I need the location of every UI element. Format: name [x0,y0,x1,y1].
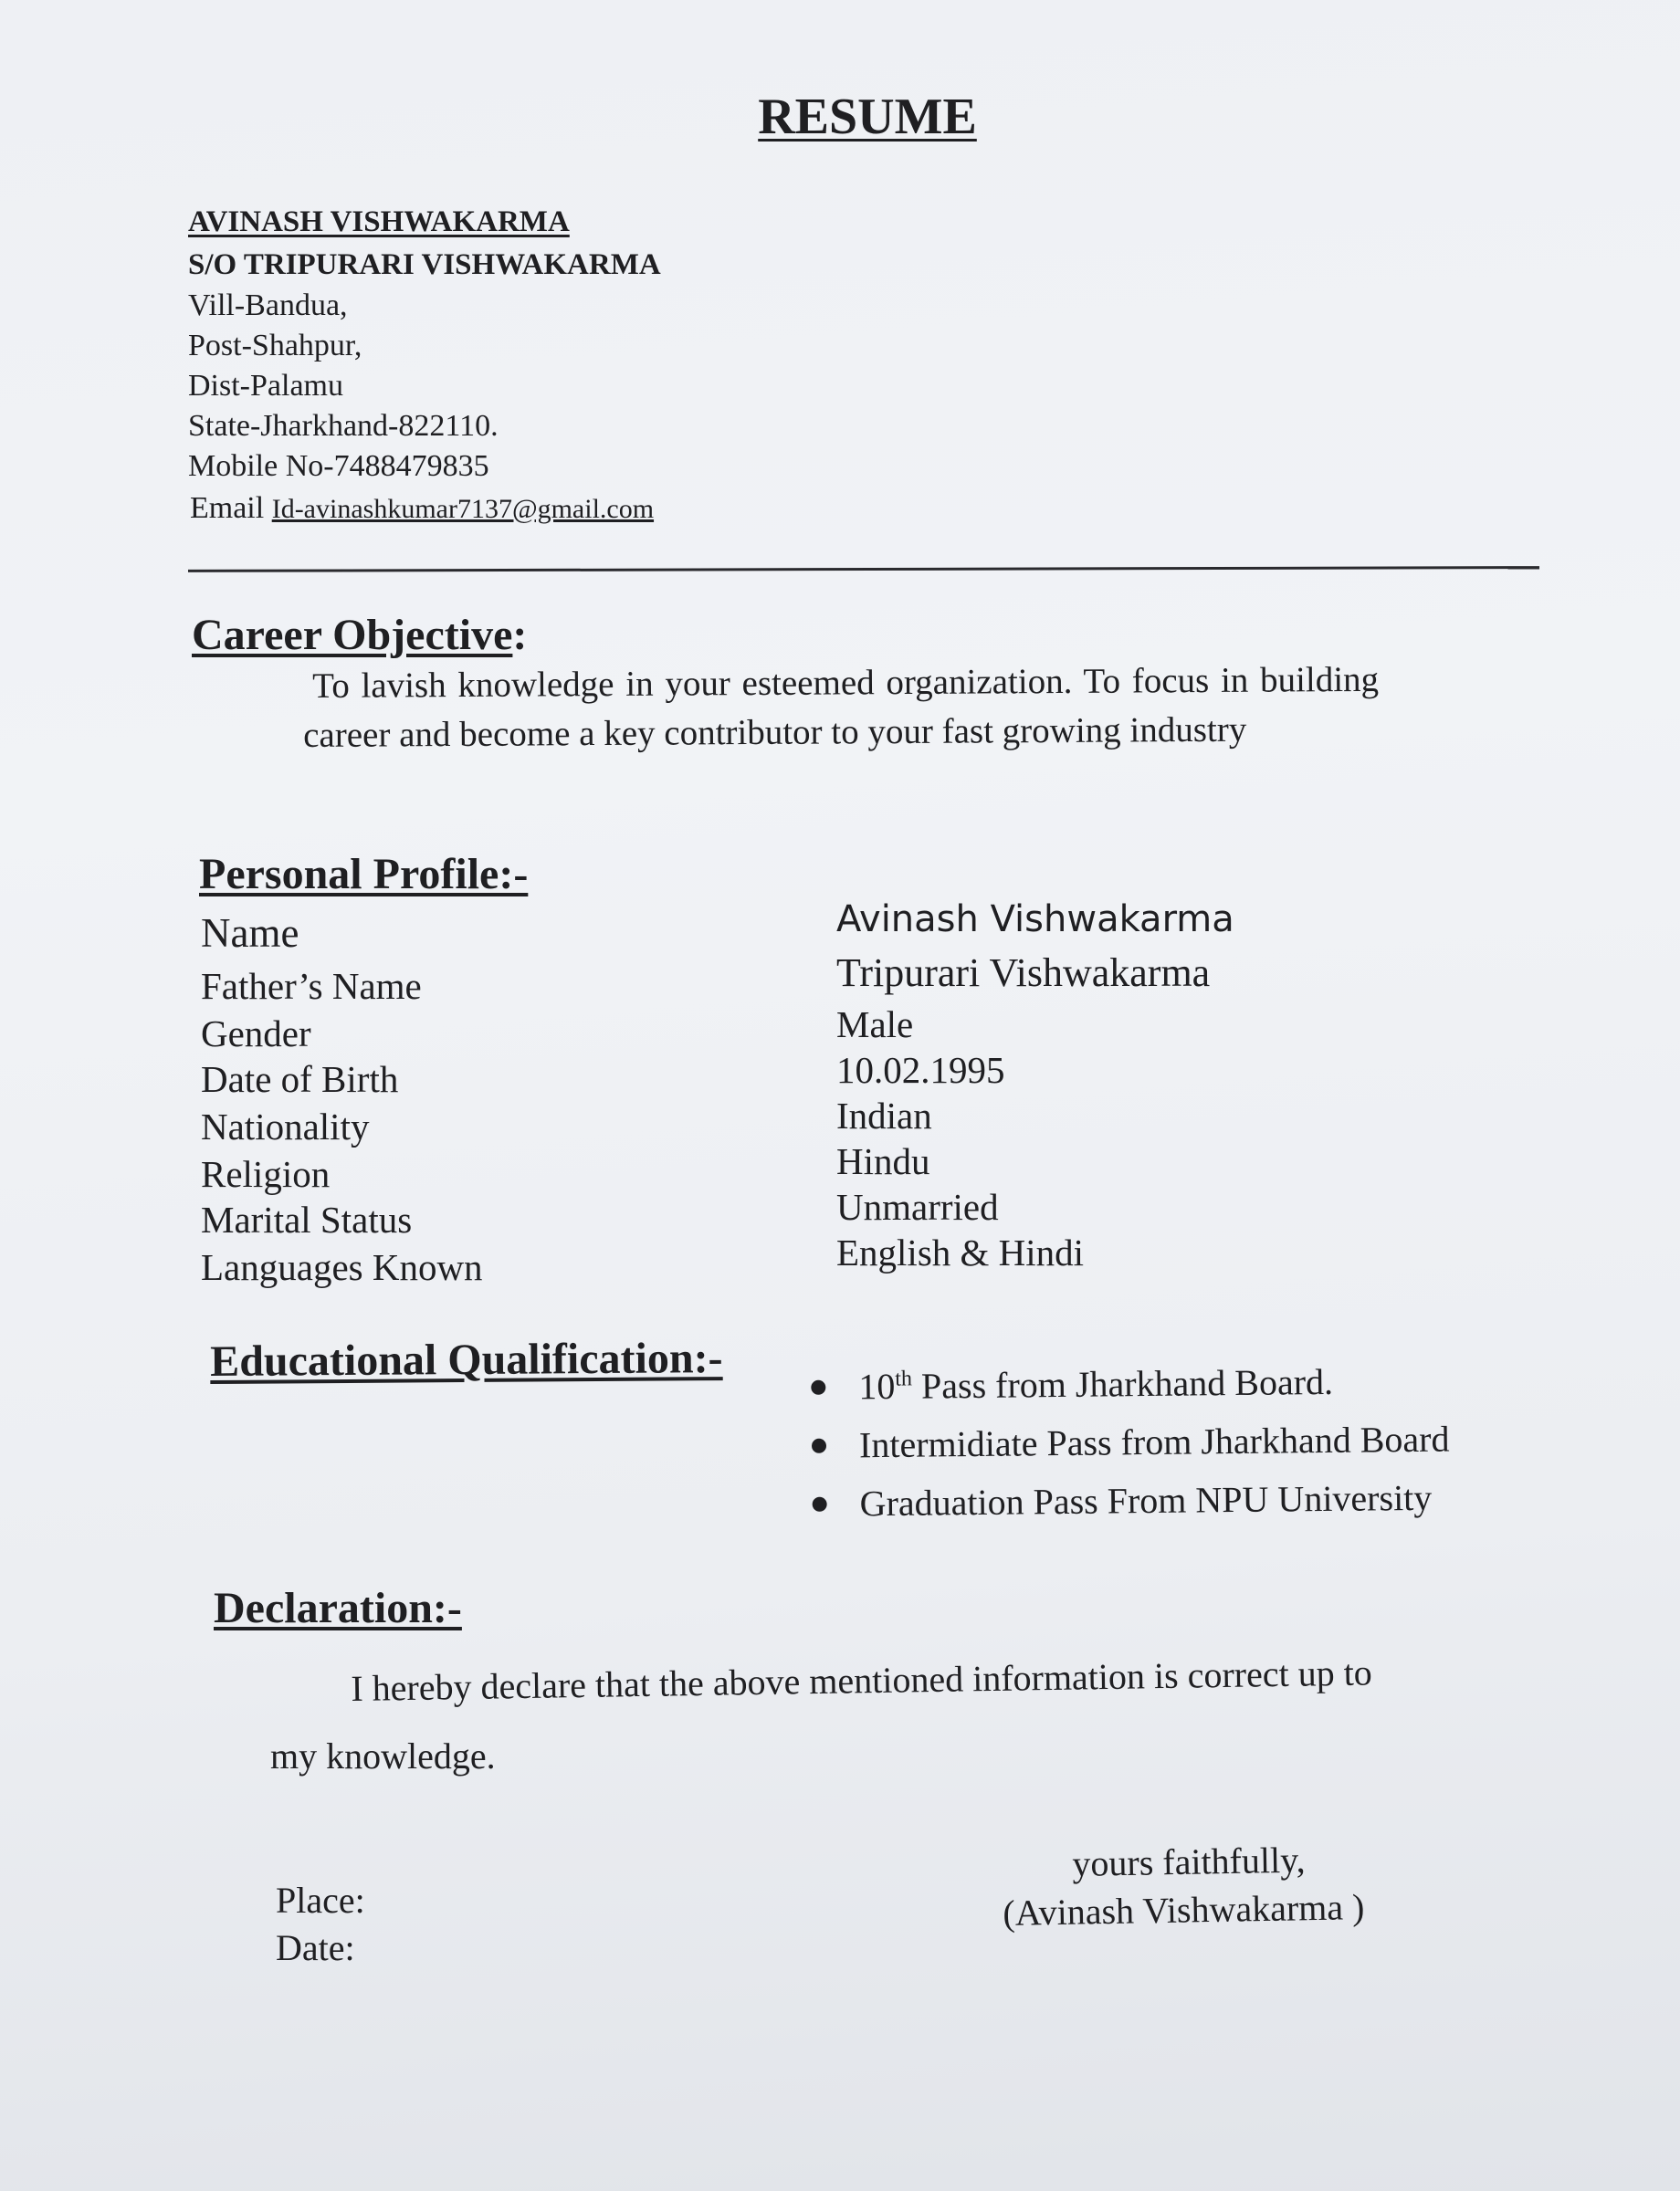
education-item-graduation [801,1469,1450,1534]
place-label: Place: [276,1880,365,1921]
education-item-intermediate [801,1410,1450,1475]
bullet-icon [813,1497,827,1512]
profile-label-gender: Gender [201,1012,311,1054]
profile-label-name: Name [201,910,299,956]
page-title: RESUME [758,89,977,145]
education-item-10th [800,1352,1449,1417]
profile-label-fathers-name: Father’s Name [201,965,422,1007]
education-heading: Educational Qualification:- [210,1334,723,1386]
son-of-line: S/O TRIPURARI VISHWAKARMA [188,248,661,281]
mobile-number: Mobile No-7488479835 [188,449,489,483]
declaration-line-2: my knowledge. [270,1735,496,1777]
address-line-state: State-Jharkhand-822110. [188,409,499,443]
address-line-village: Vill-Bandua, [188,288,348,322]
email-prefix: Email [190,491,272,525]
profile-label-languages-known: Languages Known [201,1246,483,1288]
profile-value-fathers-name: Tripurari Vishwakarma [836,950,1211,995]
education-item-10th-superscript: th [895,1367,913,1391]
profile-value-languages-known: English & Hindi [836,1232,1085,1274]
profile-label-nationality: Nationality [201,1106,370,1148]
profile-value-nationality: Indian [836,1095,932,1137]
profile-value-gender: Male [836,1003,914,1045]
education-item-10th-number: 10 [858,1365,896,1408]
personal-profile-heading: Personal Profile:- [199,850,529,898]
career-objective-heading [192,610,527,660]
date-label: Date: [276,1927,355,1968]
profile-value-date-of-birth: 10.02.1995 [836,1049,1005,1091]
profile-value-religion: Hindu [836,1140,930,1182]
address-line-post: Post-Shahpur, [188,329,362,362]
address-line-district: Dist-Palamu [188,369,343,403]
education-item-intermediate-text: Intermidiate Pass from Jharkhand Board [858,1418,1450,1466]
education-item-graduation-text: Graduation Pass From NPU University [859,1476,1433,1525]
profile-label-marital-status: Marital Status [201,1199,413,1241]
profile-label-date-of-birth: Date of Birth [201,1058,399,1100]
signature-name: (Avinash Vishwakarma ) [1003,1886,1365,1934]
education-item-10th-text: Pass from Jharkhand Board. [911,1360,1334,1407]
career-objective-colon: : [512,611,528,659]
closing-line: yours faithfully, [1072,1839,1306,1884]
education-list [800,1352,1450,1534]
declaration-line-1: I hereby declare that the above mentioned information is correct up to [351,1651,1373,1709]
applicant-name-header: AVINASH VISHWAKARMA [188,205,570,238]
profile-label-religion: Religion [201,1153,331,1195]
header-divider [188,566,1539,572]
profile-value-marital-status: Unmarried [836,1186,999,1228]
profile-value-name: Avinash Vishwakarma [836,898,1234,940]
bullet-icon [811,1380,825,1395]
email-address: Id-avinashkumar7137@gmail.com [271,494,655,524]
career-objective-line-2: career and become a key contributor to your fast growing industry [303,709,1247,755]
career-objective-line-1: To lavish knowledge in your esteemed organization. To focus in building [312,659,1380,706]
email-line [190,491,654,526]
bullet-icon [812,1439,826,1453]
declaration-heading: Declaration:- [214,1584,462,1632]
career-objective-title: Career Objective [192,611,513,659]
